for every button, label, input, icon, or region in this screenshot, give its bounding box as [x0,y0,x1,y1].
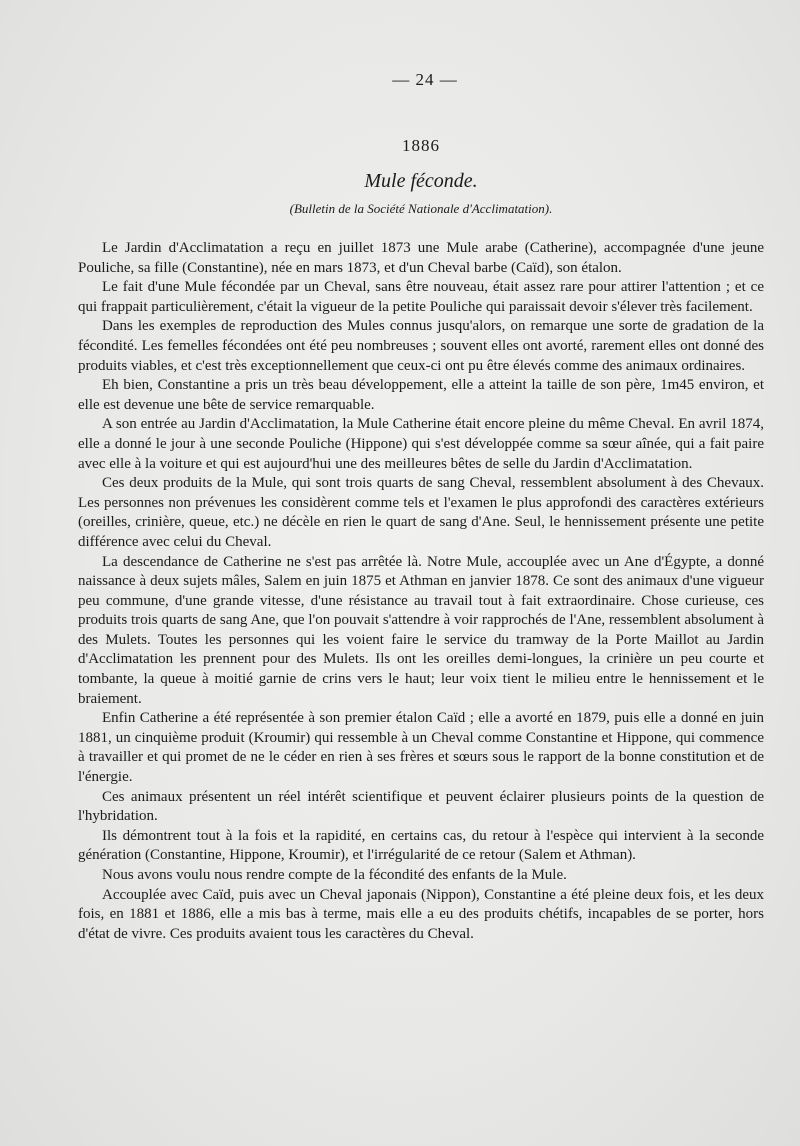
paragraph: Le fait d'une Mule fécondée par un Cheval, sans être nouveau, était assez rare pour attirer l'attention ; et ce qui frappait particulièrement, c'était la vigueur de la petite Pouliche qui paraissait devoir s'élever très facilement. [78,279,764,315]
article-title: Mule féconde. [364,170,478,192]
article-year: 1886 [402,136,440,155]
paragraph: Ils démontrent tout à la fois et la rapidité, en certains cas, du retour à l'espèce qui intervient à la seconde génération (Constantine, Hippone, Kroumir), et l'irrégularité de ce retour (Salem et Athman). [78,827,764,864]
paragraph: Accouplée avec Caïd, puis avec un Cheval japonais (Nippon), Constantine a été pleine deux fois, et les deux fois, en 1881 et 1886, elle a mis bas à terme, mais elle a eu des produits chétifs, incapables de se porter, hors d'état de vivre. Ces produits avaient tous les caractères du Cheval. [78,886,764,942]
paragraph: Dans les exemples de reproduction des Mules connus jusqu'alors, on remarque une sorte de gradation de la fécondité. Les femelles fécondées ont été peu nombreuses ; souvent elles ont avorté, rarement elles ont donné des produits viables, et c'est très exceptionnellement que ceux-ci ont pu être élevés comme des animaux ordinaires. [78,318,764,374]
paragraph: Enfin Catherine a été représentée à son premier étalon Caïd ; elle a avorté en 1879, puis elle a donné en juin 1881, un cinquième produit (Kroumir) qui ressemble à un Cheval comme Constantine et Hippone, qui commence à travailler et qui promet de ne le céder en rien à ses frères et sœurs sous le rapport de la bonne constitution et de l'énergie. [78,710,764,786]
paragraph: La descendance de Catherine ne s'est pas arrêtée là. Notre Mule, accouplée avec un Ane d'Égypte, a donné naissance à deux sujets mâles, Salem en juin 1875 et Athman en janvier 1878. Ce sont des animaux d'une vigueur peu commune, d'une grande vitesse, d'une résistance au travail tout à fait extraordinaire. Chose curieuse, ces produits trois quarts de sang Ane, que l'on pouvait s'attendre à voir rapprochés de l'Ane, ressemblent absolument à des Mulets. Toutes les personnes qui les voient faire le service du tramway de la Porte Maillot au Jardin d'Acclimatation les prennent pour des Mulets. Ils ont les oreilles demi-longues, la crinière un peu courte et tombante, la queue à moitié garnie de crins vers le haut; leur voix tient le milieu entre le hennissement et le braiement. [78,553,764,707]
paragraph: Le Jardin d'Acclimatation a reçu en juillet 1873 une Mule arabe (Catherine), accompagnée d'une jeune Pouliche, sa fille (Constantine), née en mars 1873, et d'un Cheval barbe (Caïd), son étalon. [78,240,764,276]
paragraph: A son entrée au Jardin d'Acclimatation, la Mule Catherine était encore pleine du même Cheval. En avril 1874, elle a donné le jour à une seconde Pouliche (Hippone) qui s'est développée comme sa sœur aînée, qui a fait paire avec elle à la voiture et qui est aujourd'hui une des meilleures bêtes de selle du Jardin d'Acclimatation. [78,416,764,472]
paragraph: Ces animaux présentent un réel intérêt scientifique et peuvent éclairer plusieurs points de la question de l'hybridation. [78,788,764,825]
article-body [78,239,764,944]
paragraph: Ces deux produits de la Mule, qui sont trois quarts de sang Cheval, ressemblent absolument à des Chevaux. Les personnes non prévenues les considèrent comme tels et l'examen le plus approfondi des caractères extérieurs (oreilles, crinière, queue, etc.) ne décèle en rien le quart de sang d'Ane. Seul, le hennissement présente une petite différence avec celui du Cheval. [78,475,764,550]
article-source: (Bulletin de la Société Nationale d'Acclimatation). [289,201,553,216]
paragraph: Eh bien, Constantine a pris un très beau développement, elle a atteint la taille de son père, 1m45 environ, et elle est devenue une bête de service remarquable. [78,377,764,413]
paragraph: Nous avons voulu nous rendre compte de la fécondité des enfants de la Mule. [102,867,567,883]
page-number: — 24 — [392,70,458,89]
